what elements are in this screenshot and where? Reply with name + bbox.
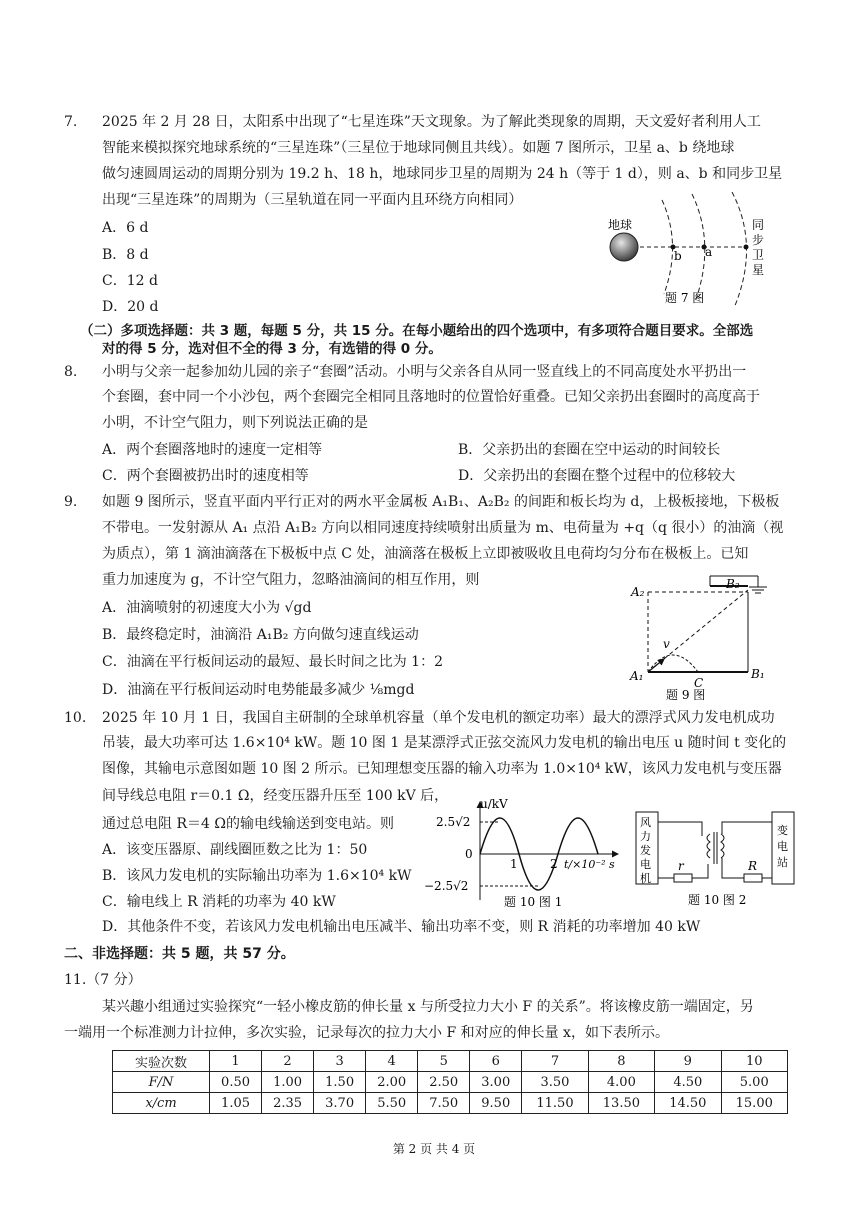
table-cell: 4.00 bbox=[588, 1072, 654, 1093]
q7-option-d: D．20 d bbox=[102, 299, 159, 315]
q8-number: 8. bbox=[64, 364, 78, 380]
svg-text:站: 站 bbox=[777, 856, 788, 869]
table-cell: 4.50 bbox=[655, 1072, 721, 1093]
table-cell: 7 bbox=[522, 1051, 588, 1072]
resistor-r bbox=[674, 874, 692, 882]
q10-caption1: 题 10 图 1 bbox=[504, 895, 563, 909]
q11-line: 某兴趣小组通过实验探究“一轻小橡皮筋的伸长量 x 与所受拉力大小 F 的关系”。将该橡皮筋一端固定，另 bbox=[102, 999, 754, 1015]
svg-text:机: 机 bbox=[640, 872, 651, 885]
section-multi-choice: 对的得 5 分，选对但不全的得 3 分，有选错的得 0 分。 bbox=[102, 341, 442, 357]
q10-figure2 bbox=[634, 808, 798, 910]
table-cell: 9 bbox=[655, 1051, 721, 1072]
q9-line: 重力加速度为 g，不计空气阻力，忽略油滴间的相互作用，则 bbox=[102, 572, 480, 588]
q9-line: 不带电。一发射源从 A₁ 点沿 A₁B₂ 方向以相同速度持续喷射出质量为 m、电荷量为 +q（q 很小）的油滴（视 bbox=[102, 520, 784, 536]
q9-line: 如题 9 图所示，竖直平面内平行正对的两水平金属板 A₁B₁、A₂B₂ 的间距和板长均为 d，上极板接地，下极板 bbox=[102, 494, 780, 510]
x-tick-1: 1 bbox=[510, 857, 518, 871]
svg-text:电: 电 bbox=[640, 858, 651, 871]
section-non-choice: 二、非选择题：共 5 题，共 57 分。 bbox=[64, 946, 295, 962]
q9-option-c: C．油滴在平行板间运动的最短、最长时间之比为 1：2 bbox=[102, 654, 443, 670]
q8-line: 小明与父亲一起参加幼儿园的亲子“套圈”活动。小明与父亲各自从同一竖直线上的不同高度处水平扔出一 bbox=[102, 364, 747, 380]
transformer-coil bbox=[707, 834, 710, 858]
label-A1: A₁ bbox=[630, 669, 644, 683]
q7-number: 7. bbox=[64, 114, 78, 130]
table-cell: 5.00 bbox=[721, 1072, 788, 1093]
resistor-R bbox=[744, 874, 762, 882]
q9-figure bbox=[628, 572, 778, 704]
q10-option-c: C．输电线上 R 消耗的功率为 40 kW bbox=[102, 894, 336, 910]
q7-line: 2025 年 2 月 28 日，太阳系中出现了“七星连珠”天文现象。为了解此类现象的周期，天文爱好者利用人工 bbox=[102, 114, 761, 130]
svg-text:变: 变 bbox=[777, 824, 788, 837]
q11-data-table bbox=[112, 1050, 788, 1114]
label-B1: B₁ bbox=[751, 667, 765, 681]
table-cell: 10 bbox=[721, 1051, 788, 1072]
x-tick-2: 2 bbox=[550, 857, 558, 871]
q8-option-b: B．父亲扔出的套圈在空中运动的时间较长 bbox=[458, 442, 721, 458]
table-cell: 3.50 bbox=[522, 1072, 588, 1093]
table-cell: 实验次数 bbox=[113, 1051, 210, 1072]
q9-caption: 题 9 图 bbox=[666, 688, 706, 702]
q10-line: 通过总电阻 R＝4 Ω的输电线输送到变电站。则 bbox=[102, 816, 394, 832]
q10-option-d: D．其他条件不变，若该风力发电机输出电压减半、输出功率不变，则 R 消耗的功率增加 40 kW bbox=[102, 919, 701, 935]
svg-text:卫: 卫 bbox=[752, 248, 765, 262]
q9-option-a: A．油滴喷射的初速度大小为 √gd bbox=[102, 600, 312, 616]
q10-figure1 bbox=[420, 792, 625, 914]
origin-label: 0 bbox=[465, 847, 473, 861]
svg-text:发: 发 bbox=[640, 844, 651, 857]
sat-a-label: a bbox=[705, 245, 713, 259]
table-row bbox=[113, 1051, 788, 1072]
page-footer: 第 2 页 共 4 页 bbox=[392, 1142, 476, 1156]
q9-option-b: B．最终稳定时，油滴沿 A₁B₂ 方向做匀速直线运动 bbox=[102, 627, 419, 643]
svg-text:电: 电 bbox=[777, 840, 788, 853]
q10-line: 间导线总电阻 r＝0.1 Ω，经变压器升压至 100 kV 后， bbox=[102, 788, 449, 804]
q10-option-a: A．该变压器原、副线圈匝数之比为 1：50 bbox=[102, 842, 368, 858]
table-cell: 6 bbox=[470, 1051, 522, 1072]
sync-label: 同 bbox=[752, 218, 765, 232]
table-cell: 15.00 bbox=[721, 1093, 788, 1114]
table-cell: 3.00 bbox=[470, 1072, 522, 1093]
label-r: r bbox=[678, 859, 684, 873]
q7-caption: 题 7 图 bbox=[665, 291, 705, 305]
x-axis-label: t/×10⁻² s bbox=[564, 858, 615, 871]
sat-b-label: b bbox=[674, 249, 682, 263]
table-cell: 2 bbox=[262, 1051, 314, 1072]
q9-line: 为质点），第 1 滴油滴落在下极板中点 C 处，油滴落在极板上立即被吸收且电荷均匀分布在极板上。已知 bbox=[102, 546, 749, 562]
earth-label: 地球 bbox=[608, 218, 633, 232]
q8-option-a: A．两个套圈落地时的速度一定相等 bbox=[102, 442, 323, 458]
q7-option-a: A．6 d bbox=[102, 220, 149, 236]
y-tick-positive: 2.5√2 bbox=[436, 815, 471, 829]
q10-line: 吊装，最大功率可达 1.6×10⁴ kW。题 10 图 1 是某漂浮式正弦交流风力发电机的输出电压 u 随时间 t 变化的 bbox=[102, 735, 787, 751]
table-cell: 2.50 bbox=[418, 1072, 470, 1093]
label-B2: B₂ bbox=[726, 577, 740, 591]
q8-option-c: C．两个套圈被扔出时的速度相等 bbox=[102, 468, 309, 484]
table-cell: 1.05 bbox=[210, 1093, 262, 1114]
table-cell: 2.35 bbox=[262, 1093, 314, 1114]
earth-icon bbox=[610, 233, 638, 261]
table-cell: 2.00 bbox=[366, 1072, 418, 1093]
table-cell: 9.50 bbox=[470, 1093, 522, 1114]
q11-line: 一端用一个标准测力计拉伸，多次实验，记录每次的拉力大小 F 和对应的伸长量 x，如下表所示。 bbox=[64, 1025, 669, 1041]
table-cell: x/cm bbox=[113, 1093, 210, 1114]
table-cell: 1 bbox=[210, 1051, 262, 1072]
q10-line: 图像，其输电示意图如题 10 图 2 所示。已知理想变压器的输入功率为 1.0×10⁴ kW，该风力发电机与变压器 bbox=[102, 761, 782, 777]
label-C: C bbox=[694, 676, 704, 690]
q9-number: 9. bbox=[64, 494, 78, 510]
q7-option-b: B．8 d bbox=[102, 247, 149, 263]
q10-number: 10. bbox=[64, 710, 87, 726]
table-cell: 5 bbox=[418, 1051, 470, 1072]
table-cell: 13.50 bbox=[588, 1093, 654, 1114]
svg-text:力: 力 bbox=[640, 830, 651, 843]
table-cell: 7.50 bbox=[418, 1093, 470, 1114]
svg-text:步: 步 bbox=[752, 233, 765, 247]
table-cell: 3.70 bbox=[314, 1093, 366, 1114]
q11-number: 11.（7 分） bbox=[64, 972, 142, 988]
table-cell: 4 bbox=[366, 1051, 418, 1072]
table-cell: 14.50 bbox=[655, 1093, 721, 1114]
q7-figure bbox=[600, 192, 780, 337]
svg-text:星: 星 bbox=[752, 263, 765, 277]
table-cell: F/N bbox=[113, 1072, 210, 1093]
q7-line: 智能来模拟探究地球系统的“三星连珠”（三星位于地球同侧且共线）。如题 7 图所示，卫星 a、b 绕地球 bbox=[102, 140, 735, 156]
y-tick-negative: −2.5√2 bbox=[424, 879, 469, 893]
label-A2: A₂ bbox=[631, 585, 645, 599]
q10-option-b: B．该风力发电机的实际输出功率为 1.6×10⁴ kW bbox=[102, 868, 412, 884]
q9-option-d: D．油滴在平行板间运动时电势能最多减少 ⅛mgd bbox=[102, 682, 415, 698]
y-axis-label: u/kV bbox=[480, 797, 508, 811]
q10-line: 2025 年 10 月 1 日，我国自主研制的全球单机容量（单个发电机的额定功率）最大的漂浮式风力发电机成功 bbox=[102, 710, 775, 726]
table-cell: 1.50 bbox=[314, 1072, 366, 1093]
label-R: R bbox=[748, 859, 758, 873]
table-cell: 11.50 bbox=[522, 1093, 588, 1114]
label-v: v bbox=[663, 637, 670, 651]
table-row bbox=[113, 1072, 788, 1093]
q8-line: 个套圈，套中同一个小沙包，两个套圈完全相同且落地时的位置恰好重叠。已知父亲扔出套圈时的高度高于 bbox=[102, 389, 760, 405]
svg-text:风: 风 bbox=[640, 816, 651, 829]
q7-line: 出现“三星连珠”的周期为（三星轨道在同一平面内且环绕方向相同） bbox=[102, 192, 523, 208]
table-cell: 1.00 bbox=[262, 1072, 314, 1093]
q10-caption2: 题 10 图 2 bbox=[688, 893, 747, 907]
table-cell: 5.50 bbox=[366, 1093, 418, 1114]
table-cell: 8 bbox=[588, 1051, 654, 1072]
q7-option-c: C．12 d bbox=[102, 273, 158, 289]
q8-line: 小明，不计空气阻力，则下列说法正确的是 bbox=[102, 415, 368, 431]
q7-line: 做匀速圆周运动的周期分别为 19.2 h、18 h，地球同步卫星的周期为 24 h（等于 1 d），则 a、b 和同步卫星 bbox=[102, 166, 783, 182]
q8-option-d: D．父亲扔出的套圈在整个过程中的位移较大 bbox=[458, 468, 736, 484]
orbit-sync bbox=[732, 192, 747, 308]
table-row bbox=[113, 1093, 788, 1114]
section-multi-choice: （二）多项选择题：共 3 题，每题 5 分，共 15 分。在每小题给出的四个选项中，有多项符合题目要求。全部选 bbox=[80, 323, 754, 339]
table-cell: 0.50 bbox=[210, 1072, 262, 1093]
table-cell: 3 bbox=[314, 1051, 366, 1072]
